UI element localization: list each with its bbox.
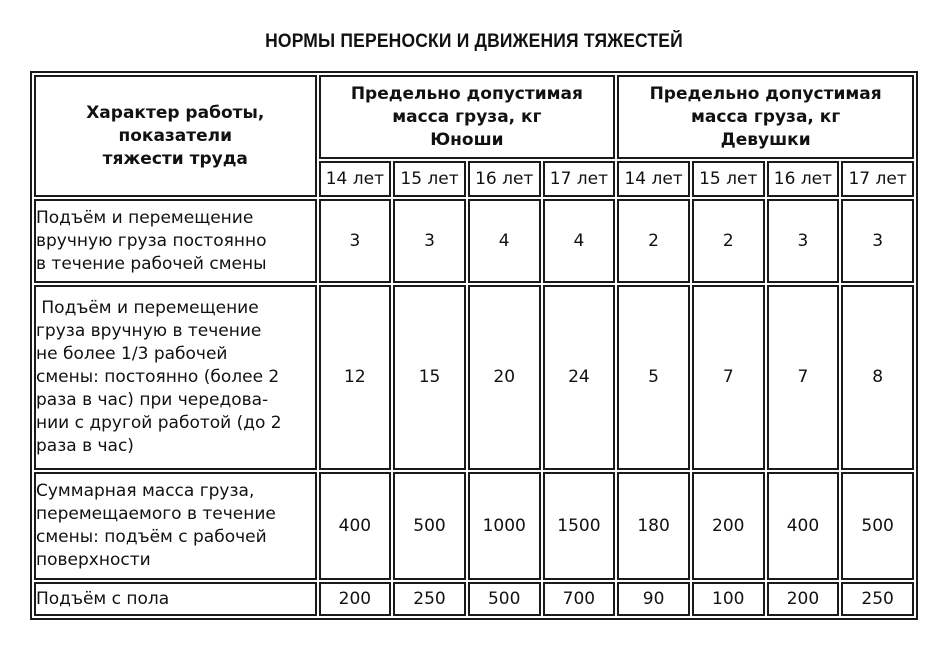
header-row-groups — [34, 75, 914, 159]
header-girls-line: Девушки — [720, 129, 811, 150]
value-cell: 24 — [543, 285, 616, 470]
header-boys-group — [319, 75, 616, 159]
row-label-line: смены: постоянно (более 2 — [36, 367, 280, 387]
value-cell: 200 — [692, 472, 765, 580]
value-cell: 3 — [767, 199, 840, 283]
value-cell: 3 — [393, 199, 466, 283]
value-cell: 700 — [543, 582, 616, 616]
header-work-line: показатели — [118, 125, 233, 146]
value-cell: 500 — [841, 472, 914, 580]
value-cell: 4 — [543, 199, 616, 283]
value-cell: 500 — [468, 582, 541, 616]
value-cell: 3 — [319, 199, 392, 283]
row-label-line: нии с другой работой (до 2 — [36, 413, 282, 433]
value-cell: 400 — [319, 472, 392, 580]
value-cell: 15 — [393, 285, 466, 470]
row-label — [34, 582, 317, 616]
header-work-line: тяжести труда — [102, 148, 248, 169]
age-header-girls-14: 14 лет — [617, 161, 690, 197]
value-cell: 180 — [617, 472, 690, 580]
value-cell: 5 — [617, 285, 690, 470]
header-work-line: Характер работы, — [86, 102, 265, 123]
table-row — [34, 582, 914, 616]
norms-table-wrapper — [30, 71, 918, 620]
header-girls-line: масса груза, кг — [691, 106, 841, 127]
header-boys-line: масса груза, кг — [392, 106, 542, 127]
value-cell: 1000 — [468, 472, 541, 580]
value-cell: 20 — [468, 285, 541, 470]
value-cell: 250 — [841, 582, 914, 616]
header-boys-line: Предельно допустимая — [350, 83, 583, 104]
header-girls-group — [617, 75, 914, 159]
row-label-line: раза в час) — [36, 436, 134, 456]
age-header-boys-15: 15 лет — [393, 161, 466, 197]
header-girls-line: Предельно допустимая — [649, 83, 882, 104]
value-cell: 400 — [767, 472, 840, 580]
age-header-boys-16: 16 лет — [468, 161, 541, 197]
norms-table — [30, 71, 918, 620]
value-cell: 12 — [319, 285, 392, 470]
value-cell: 1500 — [543, 472, 616, 580]
row-label-line: Подъём и перемещение — [36, 298, 259, 318]
row-label-line: поверхности — [36, 550, 151, 570]
row-label-line: не более 1/3 рабочей — [36, 344, 228, 364]
value-cell: 8 — [841, 285, 914, 470]
table-row — [34, 472, 914, 580]
value-cell: 200 — [319, 582, 392, 616]
row-label-line: раза в час) при чередова- — [36, 390, 269, 410]
row-label-line: вручную груза постоянно — [36, 230, 267, 251]
document-title: НОРМЫ ПЕРЕНОСКИ И ДВИЖЕНИЯ ТЯЖЕСТЕЙ — [265, 31, 683, 52]
row-label-line: Подъём с пола — [36, 588, 170, 609]
value-cell: 250 — [393, 582, 466, 616]
row-label-line: груза вручную в течение — [36, 321, 262, 341]
row-label — [34, 472, 317, 580]
value-cell: 90 — [617, 582, 690, 616]
row-label — [34, 285, 317, 470]
table-row — [34, 199, 914, 283]
header-work-character — [34, 75, 317, 197]
header-boys-line: Юноши — [430, 129, 504, 150]
table-row — [34, 285, 914, 470]
value-cell: 2 — [692, 199, 765, 283]
age-header-boys-17: 17 лет — [543, 161, 616, 197]
row-label — [34, 199, 317, 283]
age-header-girls-15: 15 лет — [692, 161, 765, 197]
row-label-line: Суммарная масса груза, — [36, 481, 255, 501]
value-cell: 100 — [692, 582, 765, 616]
value-cell: 7 — [692, 285, 765, 470]
age-header-girls-16: 16 лет — [767, 161, 840, 197]
row-label-line: в течение рабочей смены — [36, 253, 267, 274]
value-cell: 500 — [393, 472, 466, 580]
value-cell: 7 — [767, 285, 840, 470]
row-label-line: перемещаемого в течение — [36, 504, 276, 524]
row-label-line: Подъём и перемещение — [36, 207, 254, 228]
age-header-girls-17: 17 лет — [841, 161, 914, 197]
value-cell: 2 — [617, 199, 690, 283]
value-cell: 4 — [468, 199, 541, 283]
value-cell: 200 — [767, 582, 840, 616]
value-cell: 3 — [841, 199, 914, 283]
age-header-boys-14: 14 лет — [319, 161, 392, 197]
row-label-line: смены: подъём с рабочей — [36, 527, 267, 547]
